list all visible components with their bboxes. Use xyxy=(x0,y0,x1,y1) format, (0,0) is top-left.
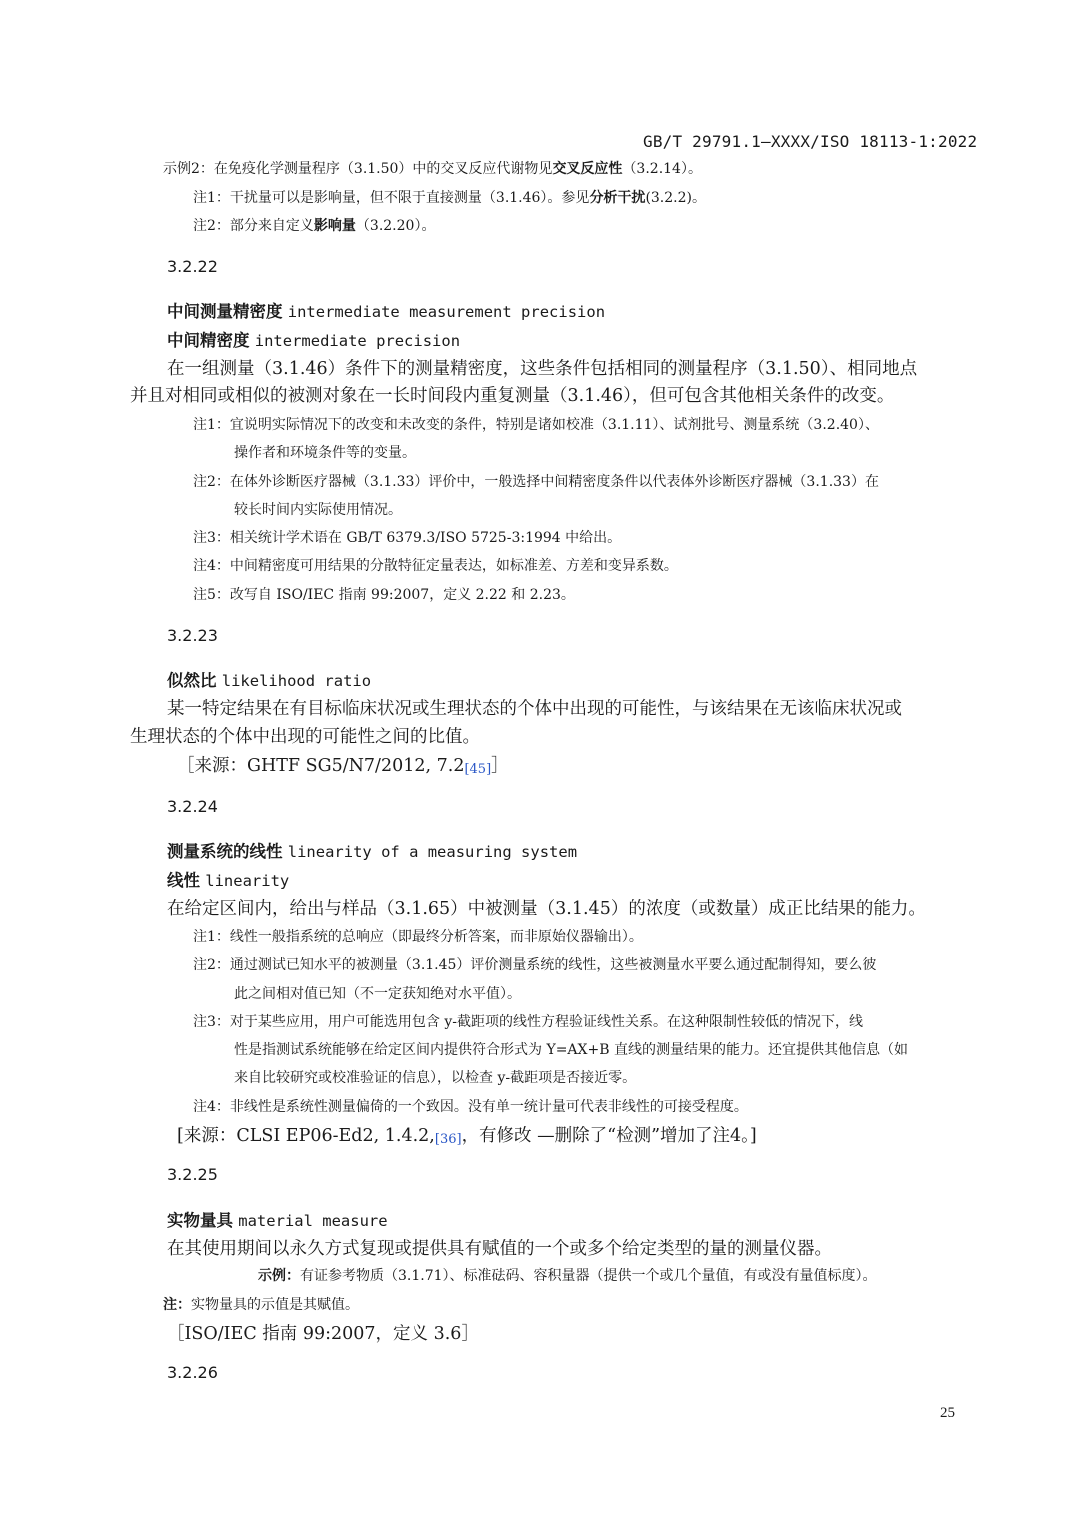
note-line: 注3：相关统计学术语在 GB/T 6379.3/ISO 5725-3:1994 中给出。 xyxy=(193,530,622,546)
definition-line: 在给定区间内，给出与样品（3.1.65）中被测量（3.1.45）的浓度（或数量）成正比结果的能力。 xyxy=(167,899,926,919)
term-material-measure: 实物量具 material measure xyxy=(167,1211,388,1230)
note-line: 注3：对于某些应用，用户可能选用包含 y-截距项的线性方程验证线性关系。在这种限制性较低的情况下，线 xyxy=(193,1014,863,1030)
source-citation: ［来源：GHTF SG5/N7/2012, 7.2[45]］ xyxy=(177,756,509,777)
note-line: 注4：非线性是系统性测量偏倚的一个致因。没有单一统计量可代表非线性的可接受程度。 xyxy=(193,1099,748,1115)
note-line: 操作者和环境条件等的变量。 xyxy=(234,445,416,461)
section-number-3-2-22: 3.2.22 xyxy=(167,257,218,276)
definition-line: 在一组测量（3.1.46）条件下的测量精密度，这些条件包括相同的测量程序（3.1.50）、相同地点 xyxy=(167,359,918,379)
reference-link[interactable]: [45] xyxy=(464,762,492,777)
definition-line: 在其使用期间以永久方式复现或提供具有赋值的一个或多个给定类型的量的测量仪器。 xyxy=(167,1239,832,1259)
note-line: 注2：在体外诊断医疗器械（3.1.33）评价中，一般选择中间精密度条件以代表体外诊断医疗器械（3.1.33）在 xyxy=(193,474,879,490)
section-number-3-2-26: 3.2.26 xyxy=(167,1363,218,1382)
note: 注：实物量具的示值是其赋值。 xyxy=(163,1297,359,1313)
example-2: 示例2：在免疫化学测量程序（3.1.50）中的交叉反应代谢物见交叉反应性（3.2.14）。 xyxy=(163,161,702,177)
note-line: 注4：中间精密度可用结果的分散特征定量表达，如标准差、方差和变异系数。 xyxy=(193,558,678,574)
term-linearity-of-measuring-system: 测量系统的线性 linearity of a measuring system xyxy=(167,842,578,861)
note-line: 来自比较研究或校准验证的信息），以检查 y-截距项是否接近零。 xyxy=(234,1070,637,1086)
section-number-3-2-23: 3.2.23 xyxy=(167,626,218,645)
note-2: 注2：部分来自定义影响量（3.2.20）。 xyxy=(193,218,436,234)
section-number-3-2-24: 3.2.24 xyxy=(167,797,218,816)
page-number: 25 xyxy=(940,1405,955,1421)
note-line: 较长时间内实际使用情况。 xyxy=(234,502,402,518)
note-line: 性是指测试系统能够在给定区间内提供符合形式为 Y=AX+B 直线的测量结果的能力。还宜提供其他信息（如 xyxy=(234,1042,908,1058)
example: 示例：有证参考物质（3.1.71）、标准砝码、容积量器（提供一个或几个量值，有或没有量值标度）。 xyxy=(258,1268,877,1284)
note-line: 注1：线性一般指系统的总响应（即最终分析答案，而非原始仪器输出）。 xyxy=(193,929,643,945)
source-citation: [来源：CLSI EP06-Ed2, 1.4.2,[36]，有修改 —删除了“检测”增加了注4。] xyxy=(177,1126,757,1147)
term-likelihood-ratio: 似然比 likelihood ratio xyxy=(167,671,372,690)
term-intermediate-precision: 中间精密度 intermediate precision xyxy=(167,331,461,350)
definition-line: 生理状态的个体中出现的可能性之间的比值。 xyxy=(130,727,480,747)
note-line: 注2：通过测试已知水平的被测量（3.1.45）评价测量系统的线性，这些被测量水平要么通过配制得知，要么彼 xyxy=(193,957,877,973)
term-intermediate-measurement-precision: 中间测量精密度 intermediate measurement precision xyxy=(167,302,606,321)
reference-link[interactable]: [36] xyxy=(434,1132,462,1147)
section-number-3-2-25: 3.2.25 xyxy=(167,1165,218,1184)
note-line: 注1：宜说明实际情况下的改变和未改变的条件，特别是诸如校准（3.1.11）、试剂批号、测量系统（3.2.40）、 xyxy=(193,417,879,433)
source-citation: ［ISO/IEC 指南 99:2007，定义 3.6］ xyxy=(167,1324,479,1344)
note-line: 注5：改写自 ISO/IEC 指南 99:2007，定义 2.22 和 2.23。 xyxy=(193,587,575,603)
term-linearity: 线性 linearity xyxy=(167,871,290,890)
definition-line: 并且对相同或相似的被测对象在一长时间段内重复测量（3.1.46），但可包含其他相关条件的改变。 xyxy=(130,386,895,406)
note-1: 注1：干扰量可以是影响量，但不限于直接测量（3.1.46）。参见分析干扰(3.2.2)。 xyxy=(193,190,706,206)
definition-line: 某一特定结果在有目标临床状况或生理状态的个体中出现的可能性，与该结果在无该临床状况或 xyxy=(167,699,902,719)
note-line: 此之间相对值已知（不一定获知绝对水平值）。 xyxy=(234,986,521,1002)
standard-header: GB/T 29791.1—XXXX/ISO 18113-1:2022 xyxy=(643,132,978,151)
